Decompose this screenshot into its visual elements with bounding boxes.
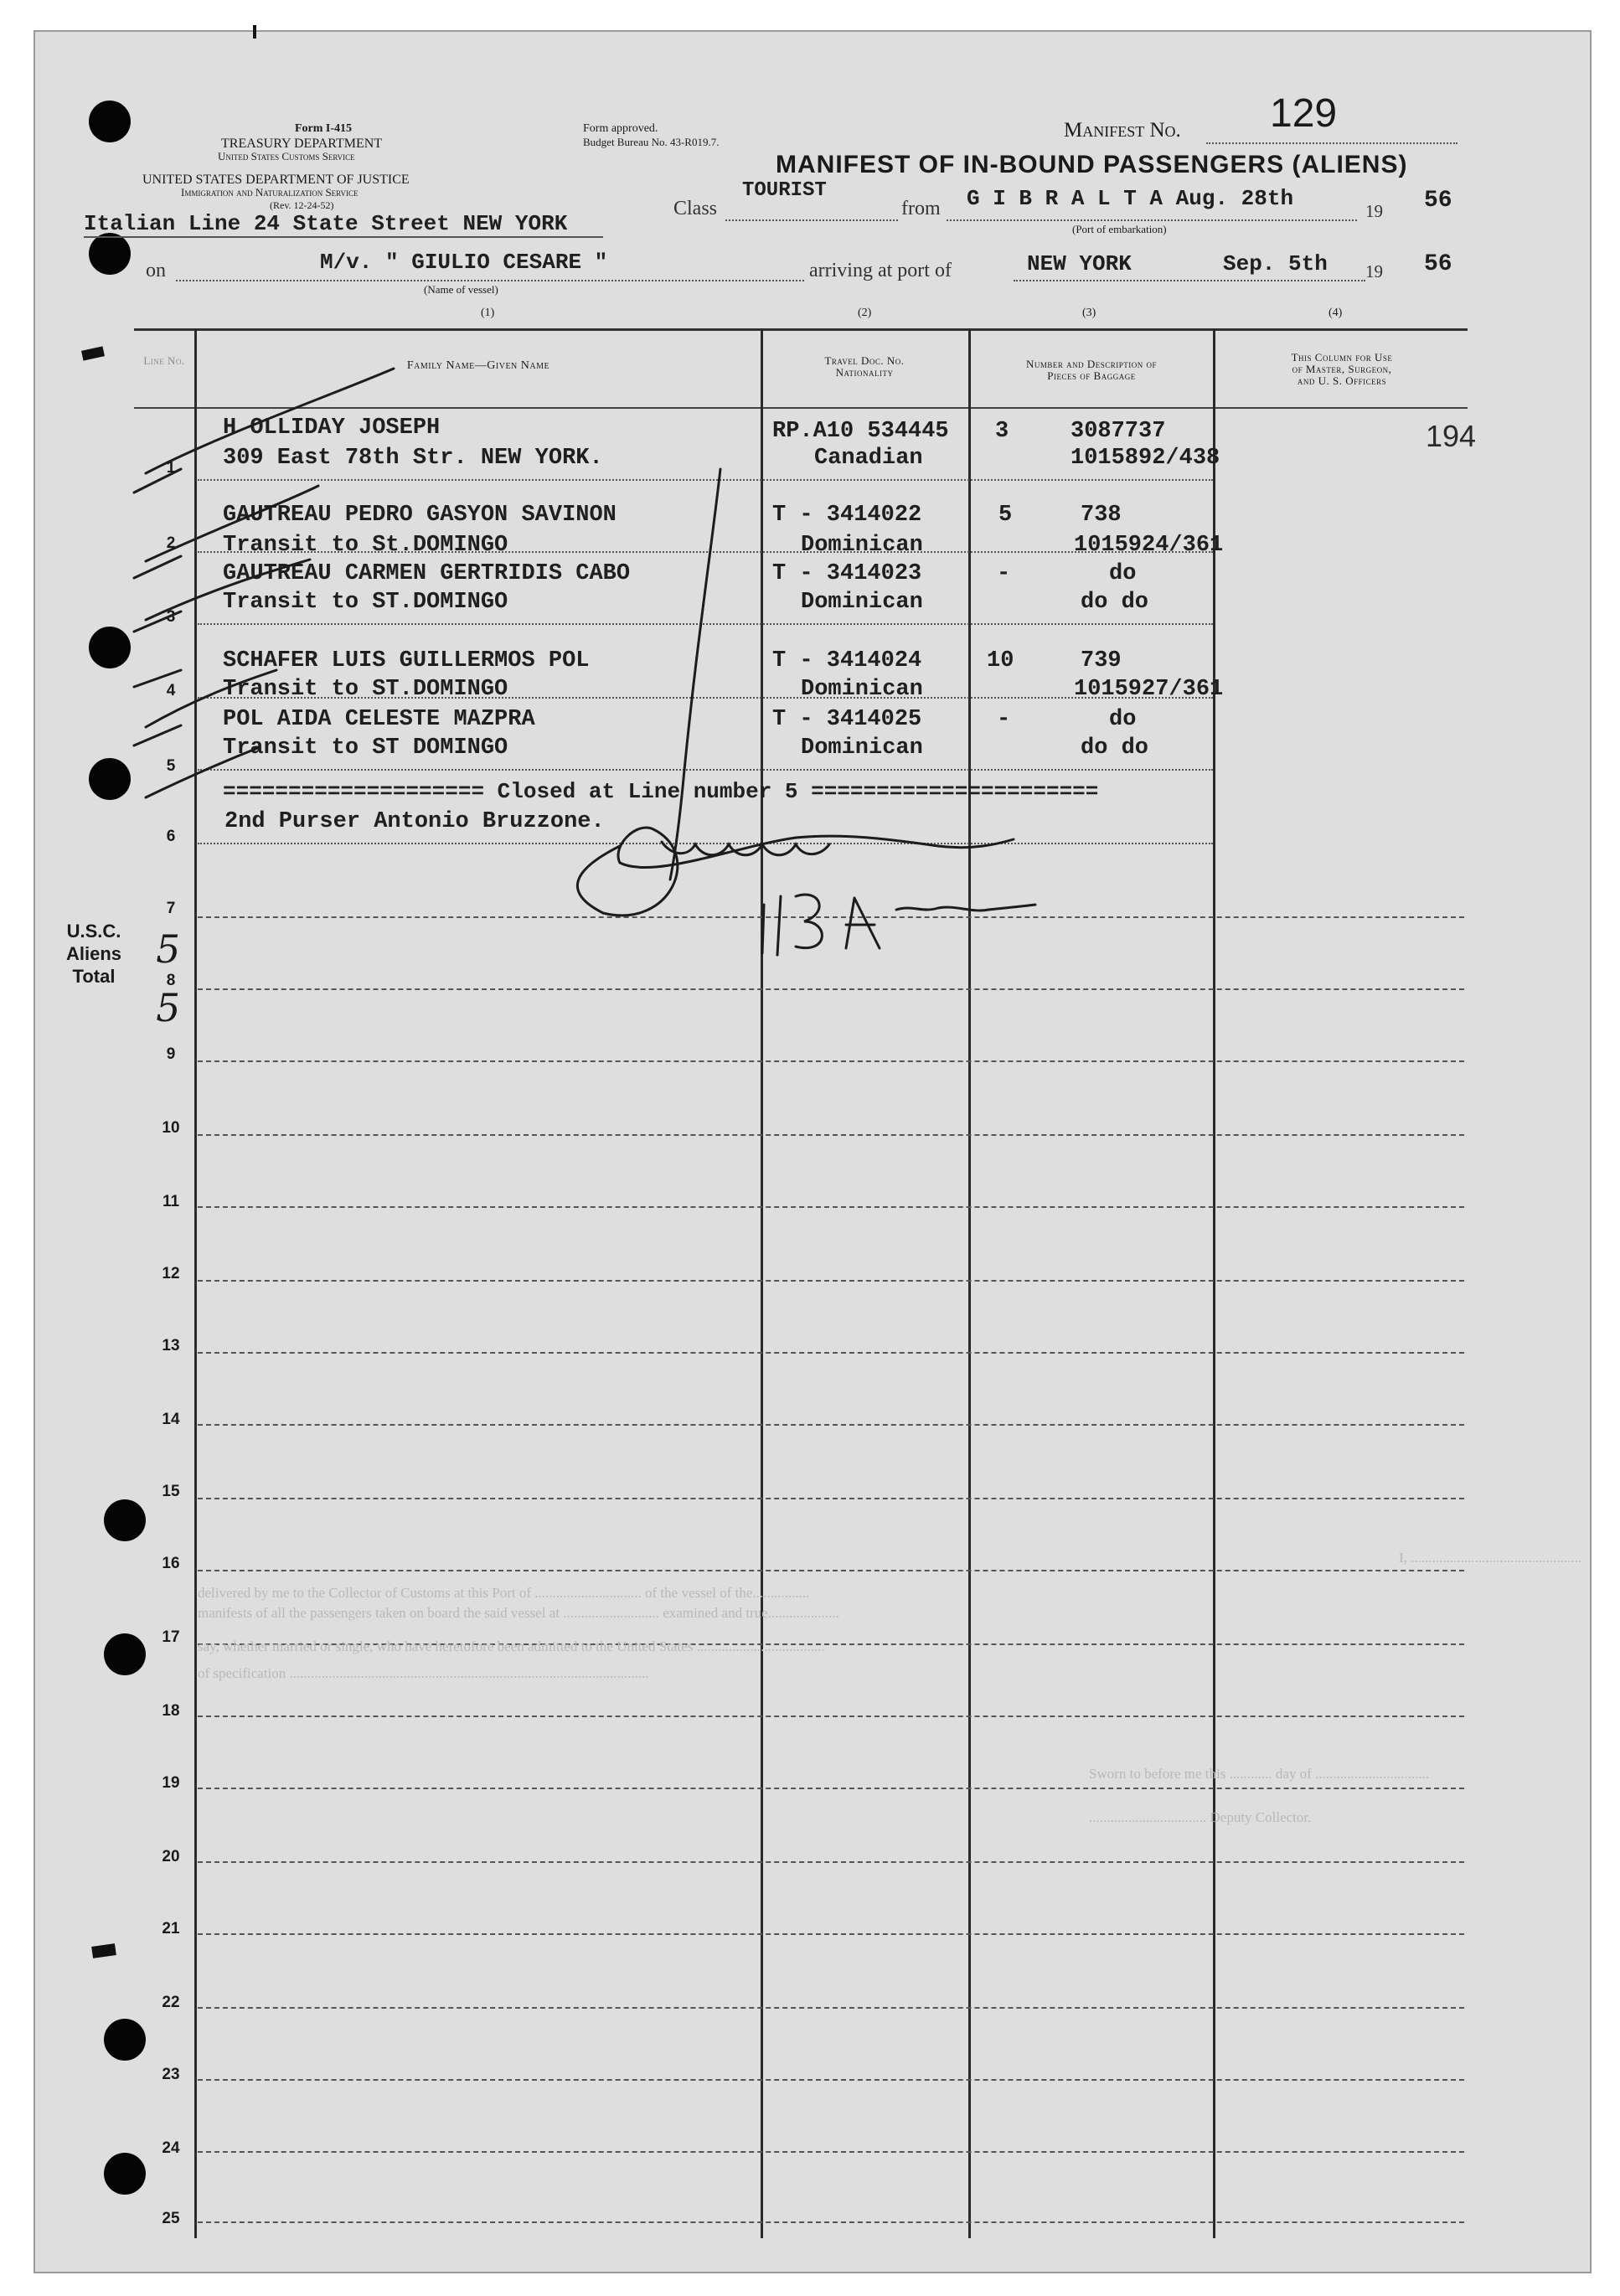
column-number-1: (1) xyxy=(481,307,495,319)
line-number: 9 xyxy=(166,1045,176,1063)
line-number: 2 xyxy=(166,534,176,552)
line-number: 23 xyxy=(162,2066,180,2083)
nationality: Dominican xyxy=(801,677,923,702)
baggage-description: do xyxy=(1109,707,1137,732)
arriving-label: arriving at port of xyxy=(809,260,952,281)
baggage-description: 1015927/361 xyxy=(1074,677,1224,702)
passenger-name: H OLLIDAY JOSEPH xyxy=(223,415,441,441)
travel-doc: T - 3414022 xyxy=(772,503,922,528)
line-number: 7 xyxy=(166,900,176,917)
arrival-port: NEW YORK xyxy=(1027,251,1132,276)
column-number-2: (2) xyxy=(858,307,872,319)
year-embark: 56 xyxy=(1424,188,1452,214)
officer-header-line: and U. S. Officers xyxy=(1297,374,1387,387)
line-number: 13 xyxy=(162,1337,180,1354)
line-number: 15 xyxy=(162,1483,180,1500)
travel-doc: T - 3414025 xyxy=(772,707,922,732)
line-number: 19 xyxy=(162,1774,180,1792)
check-mark xyxy=(146,670,276,727)
line-number: 24 xyxy=(162,2139,180,2157)
baggage-description: do do xyxy=(1081,735,1149,761)
baggage-count: - xyxy=(997,561,1011,586)
side-label-line: Aliens xyxy=(65,943,122,964)
line-number: 1 xyxy=(166,459,176,477)
manifest-title: MANIFEST OF IN-BOUND PASSENGERS (ALIENS) xyxy=(776,151,1408,178)
class-label: Class xyxy=(673,198,718,219)
line-number: 21 xyxy=(162,1920,180,1937)
baggage-header-line: Pieces of Baggage xyxy=(1047,369,1136,382)
year-arrival: 56 xyxy=(1424,251,1452,277)
column-number-3: (3) xyxy=(1082,307,1096,319)
vertical-stroke xyxy=(670,469,720,880)
travel-doc: T - 3414024 xyxy=(772,648,922,673)
line-number: 3 xyxy=(166,608,176,626)
baggage-count: 3 xyxy=(995,419,1009,444)
manifest-no-label: Manifest No. xyxy=(1064,119,1181,142)
baggage-description: do xyxy=(1109,561,1137,586)
baggage-count: 5 xyxy=(998,503,1013,528)
treasury-department: TREASURY DEPARTMENT xyxy=(221,137,383,151)
arrival-date: Sep. 5th xyxy=(1223,251,1328,276)
passenger-address: Transit to ST.DOMINGO xyxy=(223,677,508,702)
class-value: TOURIST xyxy=(742,179,827,202)
line-tally-stroke xyxy=(134,469,181,493)
department-of-justice: UNITED STATES DEPARTMENT OF JUSTICE xyxy=(142,173,410,187)
purser-name: 2nd Purser Antonio Bruzzone. xyxy=(224,809,605,834)
line-number: 5 xyxy=(166,757,176,775)
passenger-address: Transit to St.DOMINGO xyxy=(223,533,508,558)
form-number: Form I-415 xyxy=(295,122,353,135)
check-mark xyxy=(146,747,260,797)
side-label-line: Total xyxy=(72,966,116,987)
line-number: 25 xyxy=(162,2210,180,2227)
baggage-description: 1015924/361 xyxy=(1074,533,1224,558)
baggage-count: 10 xyxy=(987,648,1014,673)
officer-note: 194 xyxy=(1426,419,1477,453)
embark-caption: (Port of embarkation) xyxy=(1072,223,1167,235)
passenger-name: POL AIDA CELESTE MAZPRA xyxy=(223,707,535,732)
from-label: from xyxy=(901,198,941,219)
initials xyxy=(762,895,1035,955)
aliens-total-value: 5 xyxy=(152,985,185,1030)
line-number: 14 xyxy=(162,1411,180,1428)
form-revision: (Rev. 12-24-52) xyxy=(270,199,334,211)
line-no-header: Line No. xyxy=(143,354,185,367)
line-number: 17 xyxy=(162,1628,180,1646)
officer-header-line: of Master, Surgeon, xyxy=(1292,363,1392,375)
nationality: Dominican xyxy=(801,533,923,558)
baggage-header-line: Number and Description of xyxy=(1025,358,1158,370)
embarkation-value: G I B R A L T A Aug. 28th xyxy=(967,186,1294,211)
line-tally-stroke xyxy=(134,556,181,578)
officer-header-line: This Column for Use xyxy=(1291,351,1393,364)
year-prefix-arrival: 19 xyxy=(1365,261,1383,281)
line-number: 6 xyxy=(166,828,176,845)
line-tally-stroke xyxy=(134,670,181,687)
vessel-caption: (Name of vessel) xyxy=(424,283,498,296)
column-number-4: (4) xyxy=(1329,307,1343,319)
baggage-description: 738 xyxy=(1081,503,1122,528)
line-number: 10 xyxy=(162,1119,180,1137)
customs-service: United States Customs Service xyxy=(218,150,355,163)
line-number: 4 xyxy=(166,682,176,699)
passenger-address: 309 East 78th Str. NEW YORK. xyxy=(223,446,603,471)
line-number: 8 xyxy=(166,972,176,989)
check-mark xyxy=(146,486,318,561)
baggage-description: 3087737 xyxy=(1071,419,1166,444)
ins-service: Immigration and Naturalization Service xyxy=(181,186,359,199)
side-label-line: U.S.C. xyxy=(66,921,121,942)
travel-doc: T - 3414023 xyxy=(772,561,922,586)
vessel-name: M/v. " GIULIO CESARE " xyxy=(320,250,608,275)
line-tally-stroke xyxy=(134,725,181,746)
form-approved: Form approved. xyxy=(583,122,658,135)
line-number: 16 xyxy=(162,1555,180,1572)
line-number: 20 xyxy=(162,1848,180,1865)
doc-header-line: Nationality xyxy=(835,366,894,379)
name-column-header: Family Name—Given Name xyxy=(406,359,550,372)
baggage-count: - xyxy=(997,707,1011,732)
nationality: Dominican xyxy=(801,590,923,615)
signature xyxy=(577,828,1014,916)
aliens-total-value: 5 xyxy=(152,926,185,972)
baggage-description: do do xyxy=(1081,590,1149,615)
doc-header-line: Travel Doc. No. xyxy=(824,354,905,367)
line-number: 11 xyxy=(162,1193,180,1210)
manifest-no-value: 129 xyxy=(1270,91,1338,136)
line-number: 12 xyxy=(162,1265,180,1282)
line-number: 18 xyxy=(162,1702,180,1720)
on-label: on xyxy=(146,260,166,281)
check-mark xyxy=(146,560,310,620)
nationality: Canadian xyxy=(814,446,923,471)
baggage-description: 739 xyxy=(1081,648,1122,673)
passenger-address: Transit to ST.DOMINGO xyxy=(223,590,508,615)
passenger-name: SCHAFER LUIS GUILLERMOS POL xyxy=(223,648,590,673)
company-name: Italian Line 24 State Street NEW YORK xyxy=(84,211,568,236)
check-mark xyxy=(146,369,394,473)
travel-doc: RP.A10 534445 xyxy=(772,419,949,444)
passenger-address: Transit to ST DOMINGO xyxy=(223,735,508,761)
budget-bureau: Budget Bureau No. 43-R019.7. xyxy=(583,136,720,148)
passenger-name: GAUTREAU CARMEN GERTRIDIS CABO xyxy=(223,561,631,586)
passenger-name: GAUTREAU PEDRO GASYON SAVINON xyxy=(223,503,617,528)
year-prefix-embark: 19 xyxy=(1365,201,1383,221)
closing-line: ==================== Closed at Line number 5 ====================== xyxy=(223,779,1099,804)
nationality: Dominican xyxy=(801,735,923,761)
line-number: 22 xyxy=(162,1994,180,2011)
baggage-description: 1015892/438 xyxy=(1071,446,1220,471)
